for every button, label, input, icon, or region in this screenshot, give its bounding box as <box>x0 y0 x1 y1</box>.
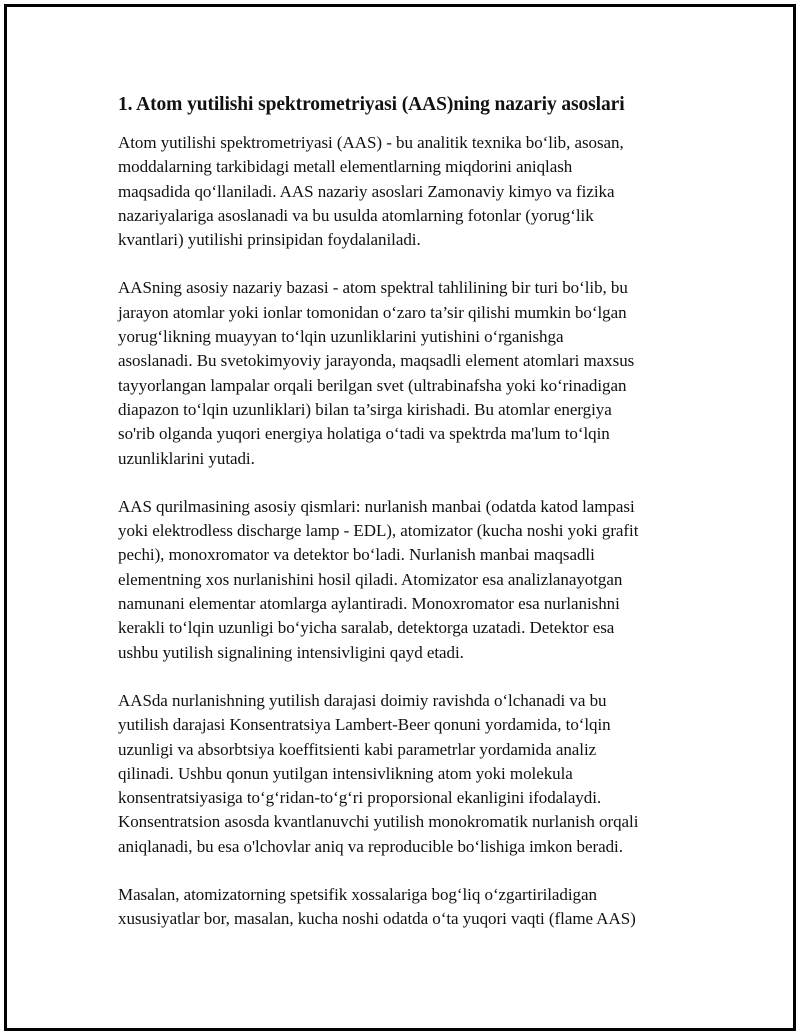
text-line: so'rib olganda yuqori energiya holatiga o‘tadi va spektrda ma'lum to‘lqin <box>118 424 610 444</box>
paragraph-5 <box>118 883 698 932</box>
text-line: konsentratsiyasiga to‘g‘ridan-to‘g‘ri proporsional ekanligini ifodalaydi. <box>118 788 602 808</box>
text-line: elementning xos nurlanishini hosil qiladi. Atomizator esa analizlanayotgan <box>118 569 623 589</box>
text-line: moddalarning tarkibidagi metall elementlarning miqdorini aniqlash <box>118 157 573 177</box>
text-line: AASda nurlanishning yutilish darajasi doimiy ravishda o‘lchanadi va bu <box>118 690 607 710</box>
text-line: ushbu yutilish signalining intensivligini qayd etadi. <box>118 642 464 662</box>
paragraph-3 <box>118 495 698 665</box>
text-line: asoslanadi. Bu svetokimyoviy jarayonda, maqsadli element atomlari maxsus <box>118 351 635 371</box>
text-line: kerakli to‘lqin uzunligi bo‘yicha saralab, detektorga uzatadi. Detektor esa <box>118 618 615 638</box>
text-line: Masalan, atomizatorning spetsifik xossalariga bog‘liq o‘zgartiriladigan <box>118 885 597 905</box>
text-line: yorug‘likning muayyan to‘lqin uzunliklarini yutishini o‘rganishga <box>118 327 564 347</box>
text-line: namunani elementar atomlarga aylantiradi. Monoxromator esa nurlanishni <box>118 594 620 614</box>
paragraph-4 <box>118 689 698 859</box>
text-line: AASning asosiy nazariy bazasi - atom spektral tahlilining bir turi bo‘lib, bu <box>118 278 628 298</box>
text-line: uzunligi va absorbtsiya koeffitsienti kabi parametrlar yordamida analiz <box>118 739 597 759</box>
section-heading: 1. Atom yutilishi spektrometriyasi (AAS)ning nazariy asoslari <box>118 94 625 115</box>
text-line: kvantlari) yutilishi prinsipidan foydalaniladi. <box>118 230 421 250</box>
text-line: maqsadida qo‘llaniladi. AAS nazariy asoslari Zamonaviy kimyo va fizika <box>118 181 615 201</box>
text-line: diapazon to‘lqin uzunliklari) bilan ta’sirga kirishadi. Bu atomlar energiya <box>118 399 612 419</box>
paragraph-1 <box>118 131 698 252</box>
document-body <box>118 93 698 956</box>
text-line: yutilish darajasi Konsentratsiya Lambert-Beer qonuni yordamida, to‘lqin <box>118 715 611 735</box>
text-line: xususiyatlar bor, masalan, kucha noshi odatda o‘ta yuqori vaqti (flame AAS) <box>118 909 636 929</box>
paragraph-2 <box>118 276 698 470</box>
text-line: aniqlanadi, bu esa o'lchovlar aniq va reproducible bo‘lishiga imkon beradi. <box>118 836 623 856</box>
text-line: AAS qurilmasining asosiy qismlari: nurlanish manbai (odatda katod lampasi <box>118 496 635 516</box>
text-line: uzunliklarini yutadi. <box>118 448 255 468</box>
text-line: nazariyalariga asoslanadi va bu usulda atomlarning fotonlar (yorug‘lik <box>118 205 594 225</box>
text-line: tayyorlangan lampalar orqali berilgan svet (ultrabinafsha yoki ko‘rinadigan <box>118 375 627 395</box>
text-line: Konsentratsion asosda kvantlanuvchi yutilish monokromatik nurlanish orqali <box>118 812 639 832</box>
text-line: pechi), monoxromator va detektor bo‘ladi. Nurlanish manbai maqsadli <box>118 545 595 565</box>
text-line: yoki elektrodless discharge lamp - EDL), atomizator (kucha noshi yoki grafit <box>118 521 639 541</box>
text-line: Atom yutilishi spektrometriyasi (AAS) - bu analitik texnika bo‘lib, asosan, <box>118 133 624 152</box>
text-line: qilinadi. Ushbu qonun yutilgan intensivlikning atom yoki molekula <box>118 763 573 783</box>
text-line: jarayon atomlar yoki ionlar tomonidan o‘zaro ta’sir qilishi mumkin bo‘lgan <box>118 302 627 322</box>
